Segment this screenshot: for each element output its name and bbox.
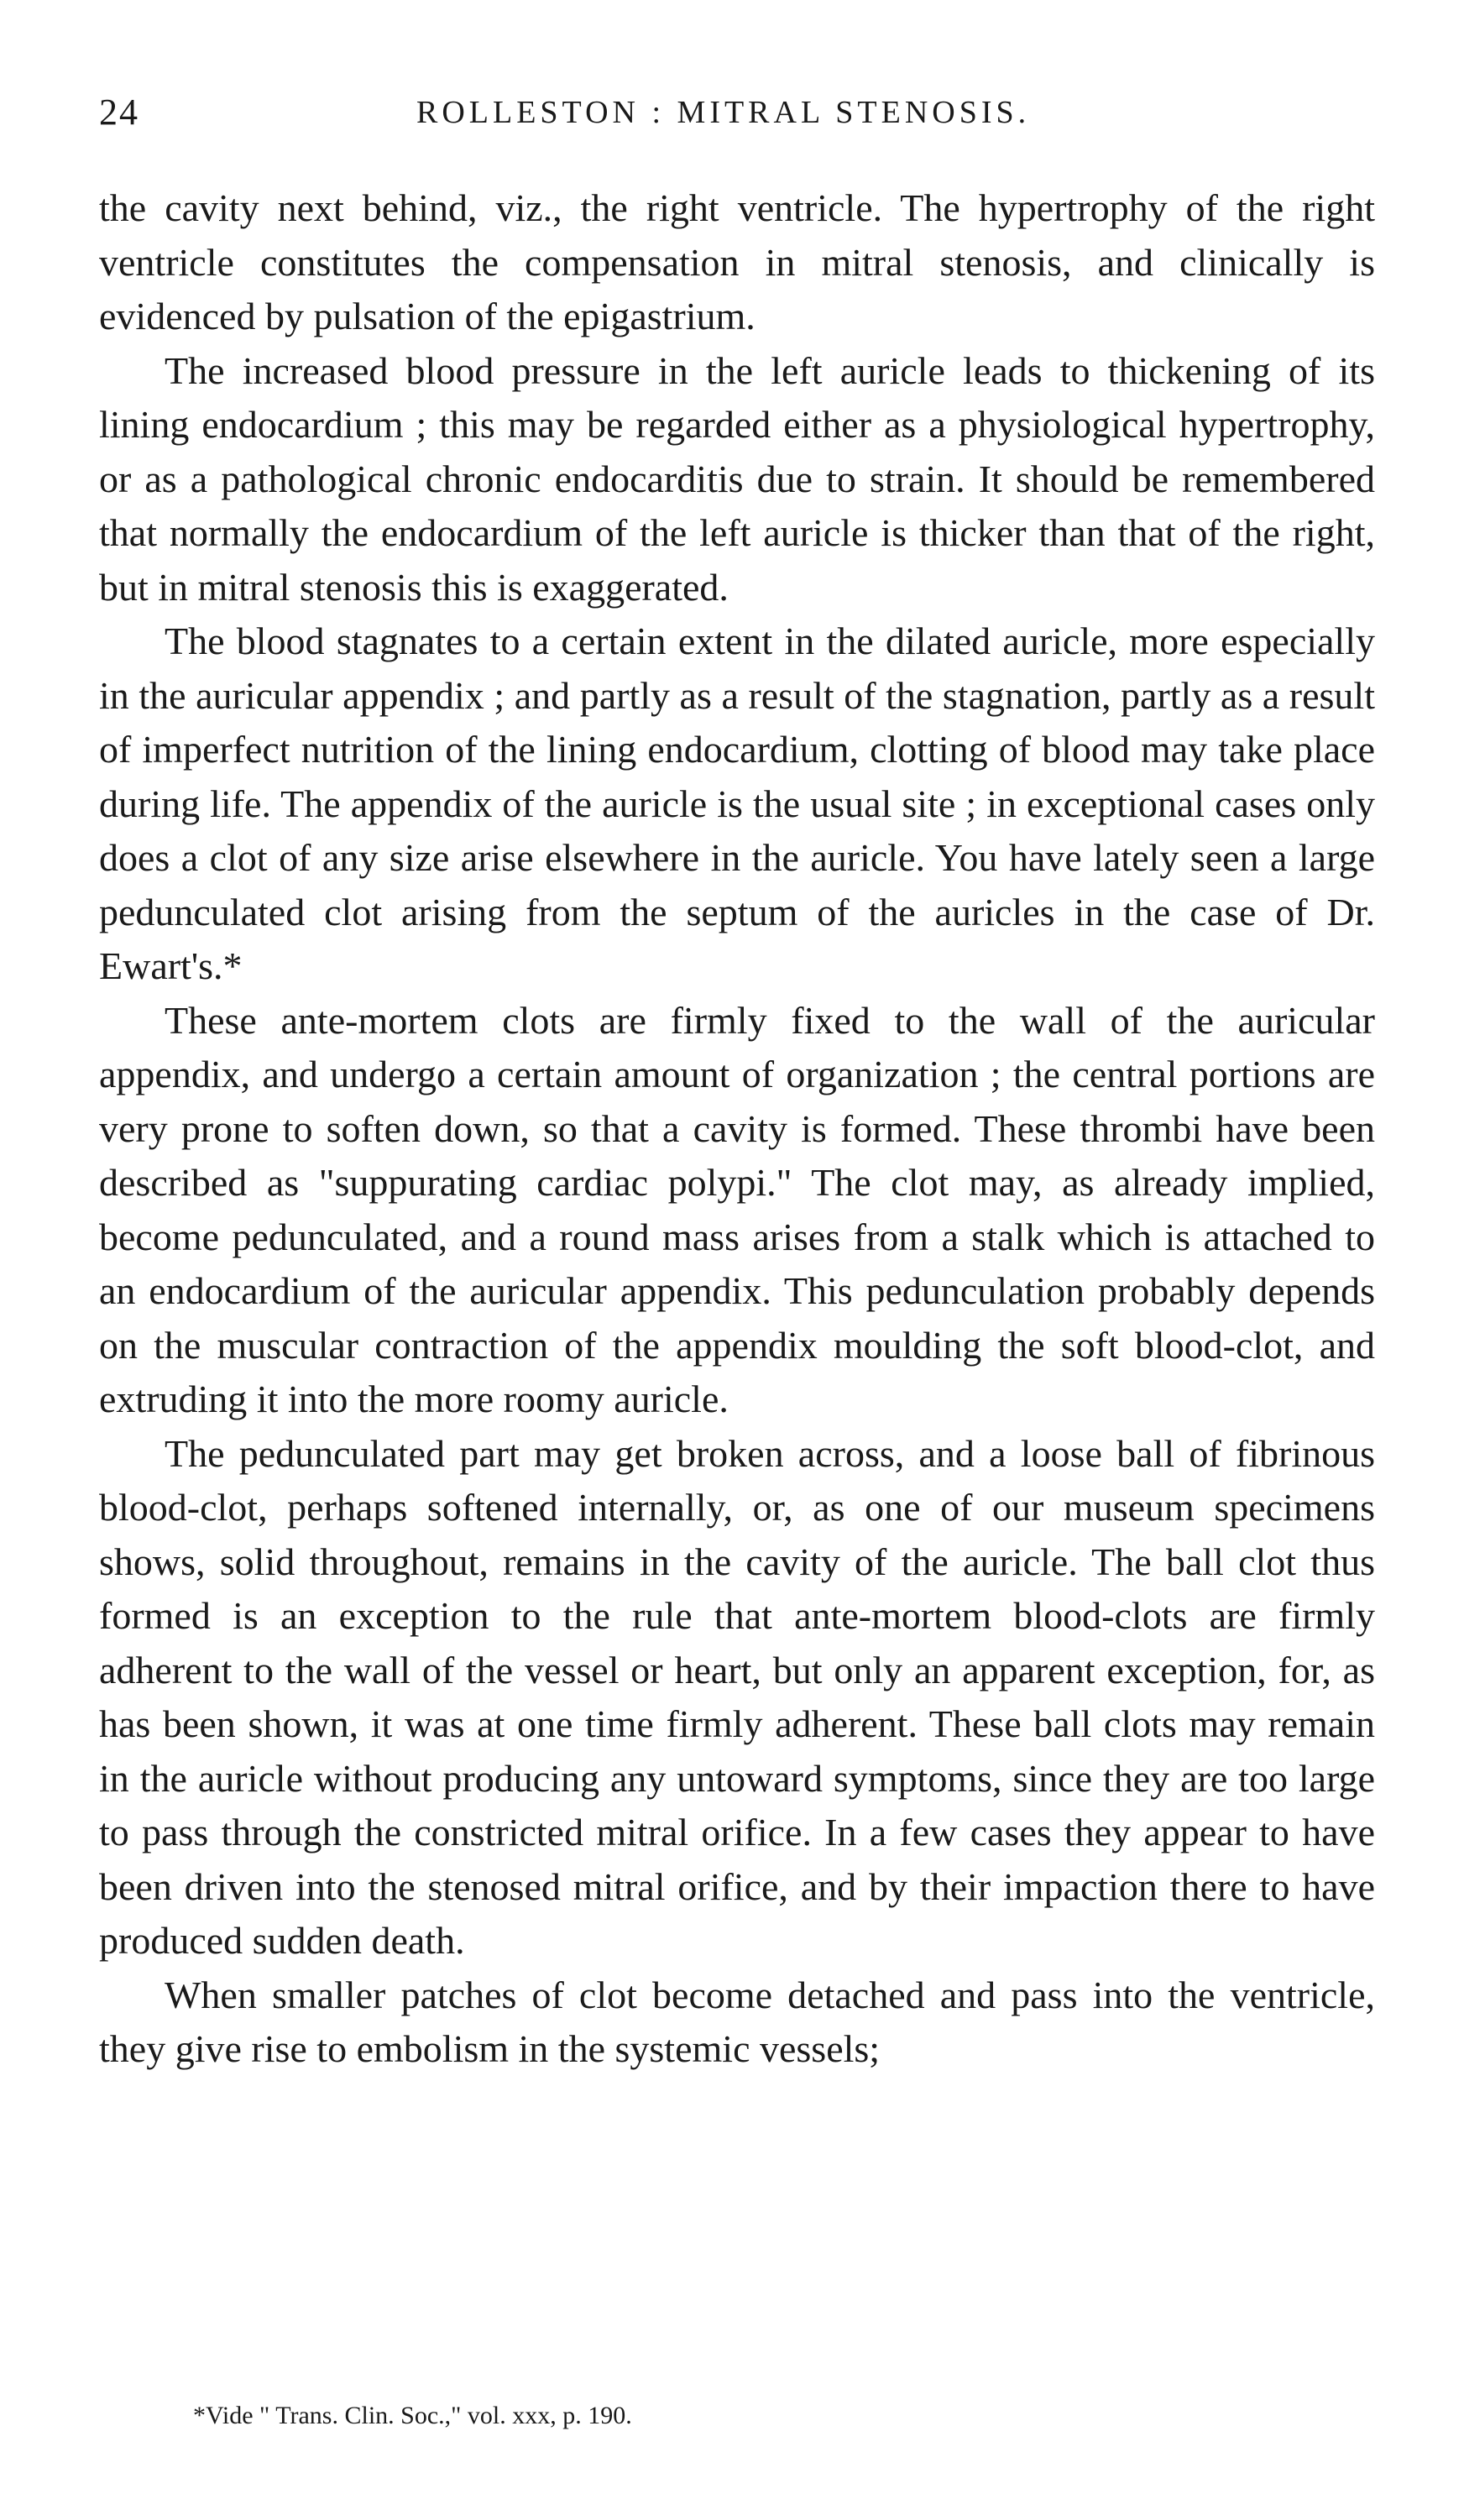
running-head: ROLLESTON : MITRAL STENOSIS. xyxy=(416,95,1031,130)
paragraph-embolism: When smaller patches of clot become detached and pass into the ventricle, they give rise to embolism in the systemic vessels; xyxy=(99,1973,1375,2070)
paragraph-ante-mortem-clots: These ante-mortem clots are firmly fixed to the wall of the auricular appendix, and undergo a certain amount of organization ; the central portions are very prone to soften down, so that a cavity is formed. These thrombi have been described as "suppurating cardiac polypi." The clot may, as already implied, become pedunculated, and a round mass arises from a stalk which is attached to an endocardium of the auricular appendix. This pedunculation probably depends on the muscular contraction of the appendix moulding the soft blood-clot, and extruding it into the more roomy auricle. xyxy=(99,998,1375,1420)
paragraph-blood-pressure: The increased blood pressure in the left auricle leads to thickening of its lining endocardium ; this may be regarded either as a physiological hypertrophy, or as a pathological chronic endocarditis due to strain. It should be remembered that normally the endocardium of the left auricle is thicker than that of the right, but in mitral stenosis this is exaggerated. xyxy=(99,348,1375,609)
page-number: 24 xyxy=(99,91,139,133)
page-header xyxy=(99,91,1375,141)
paragraph-continuation: the cavity next behind, viz., the right ventricle. The hypertrophy of the right ventricle constitutes the compensation in mitral stenosis, and clinically is evidenced by pulsation of the epigastrium. xyxy=(99,186,1375,337)
paragraph-stagnation: The blood stagnates to a certain extent in the dilated auricle, more especially in the auricular appendix ; and partly as a result of the stagnation, partly as a result of imperfect nutrition of the lining endocardium, clotting of blood may take place during life. The appendix of the auricle is the usual site ; in exceptional cases only does a clot of any size arise elsewhere in the auricle. You have lately seen a large pedunculated clot arising from the septum of the auricles in the case of Dr. Ewart's.* xyxy=(99,620,1375,987)
paragraph-ball-clot: The pedunculated part may get broken across, and a loose ball of fibrinous blood-clot, perhaps softened internally, or, as one of our museum specimens shows, solid throughout, remains in the cavity of the auricle. The ball clot thus formed is an exception to the rule that ante-mortem blood-clots are firmly adherent to the wall of the vessel or heart, but only an apparent exception, for, as has been shown, it was at one time firmly adherent. These ball clots may remain in the auricle without producing any untoward symptoms, since they are too large to pass through the constricted mitral orifice. In a few cases they appear to have been driven into the stenosed mitral orifice, and by their impaction there to have produced sudden death. xyxy=(99,1431,1375,1962)
footnote: *Vide " Trans. Clin. Soc.," vol. xxx, p. 190. xyxy=(193,2402,632,2429)
body-text xyxy=(99,181,1375,2077)
